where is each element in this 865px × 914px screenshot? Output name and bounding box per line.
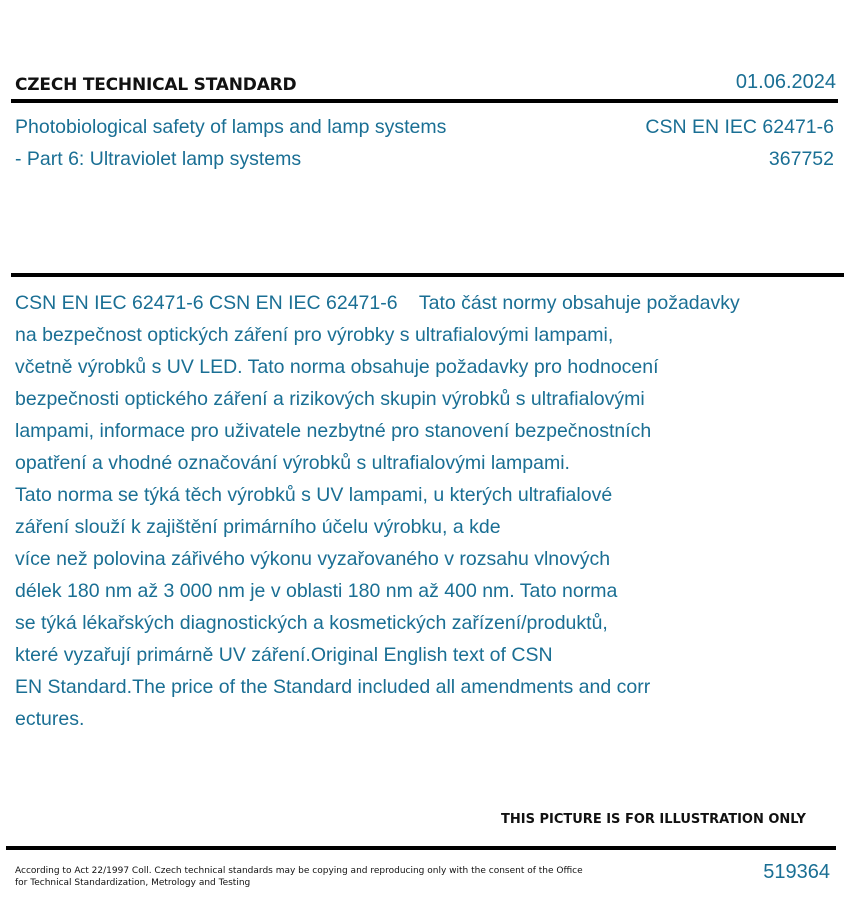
description-line: ectures. xyxy=(15,708,85,730)
description-line: bezpečnosti optického záření a rizikových skupin výrobků s ultrafialovými xyxy=(15,388,645,410)
description-line: lampami, informace pro uživatele nezbytné pro stanovení bezpečnostních xyxy=(15,420,652,442)
description-line: CSN EN IEC 62471-6 CSN EN IEC 62471-6 Tato část normy obsahuje požadavky xyxy=(15,292,740,314)
description-line: více než polovina zářivého výkonu vyzařovaného v rozsahu vlnových xyxy=(15,548,611,570)
description-line: EN Standard.The price of the Standard included all amendments and corr xyxy=(15,676,651,698)
catalog-number: 367752 xyxy=(768,148,834,170)
document-type-label: CZECH TECHNICAL STANDARD xyxy=(15,75,297,95)
standard-code: CSN EN IEC 62471-6 xyxy=(645,116,834,138)
legal-notice-line-1: According to Act 22/1997 Coll. Czech technical standards may be copying and reproducing only with the consent of the Office xyxy=(15,866,583,876)
footer-divider xyxy=(6,846,836,850)
description-line: Tato norma se týká těch výrobků s UV lampami, u kterých ultrafialové xyxy=(15,484,613,506)
legal-notice-line-2: for Technical Standardization, Metrology and Testing xyxy=(15,878,251,888)
description-line: na bezpečnost optických záření pro výrobky s ultrafialovými lampami, xyxy=(15,324,614,346)
description-line: které vyzařují primárně UV záření.Original English text of CSN xyxy=(15,644,553,666)
description-line: se týká lékařských diagnostických a kosmetických zařízení/produktů, xyxy=(15,612,608,634)
description-line: opatření a vhodné označování výrobků s ultrafialovými lampami. xyxy=(15,452,570,474)
illustration-note: THIS PICTURE IS FOR ILLUSTRATION ONLY xyxy=(501,812,806,827)
document-id: 519364 xyxy=(763,861,830,883)
description-line: včetně výrobků s UV LED. Tato norma obsahuje požadavky pro hodnocení xyxy=(15,356,659,378)
description-line: záření slouží k zajištění primárního účelu výrobku, a kde xyxy=(15,516,501,538)
title-divider xyxy=(11,273,844,277)
standard-title-line-2: - Part 6: Ultraviolet lamp systems xyxy=(15,148,302,170)
standard-description xyxy=(15,287,845,735)
header-divider xyxy=(11,99,838,103)
description-line: délek 180 nm až 3 000 nm je v oblasti 180 nm až 400 nm. Tato norma xyxy=(15,580,618,602)
publication-date: 01.06.2024 xyxy=(735,71,836,93)
standard-title-line-1: Photobiological safety of lamps and lamp systems xyxy=(15,116,447,138)
